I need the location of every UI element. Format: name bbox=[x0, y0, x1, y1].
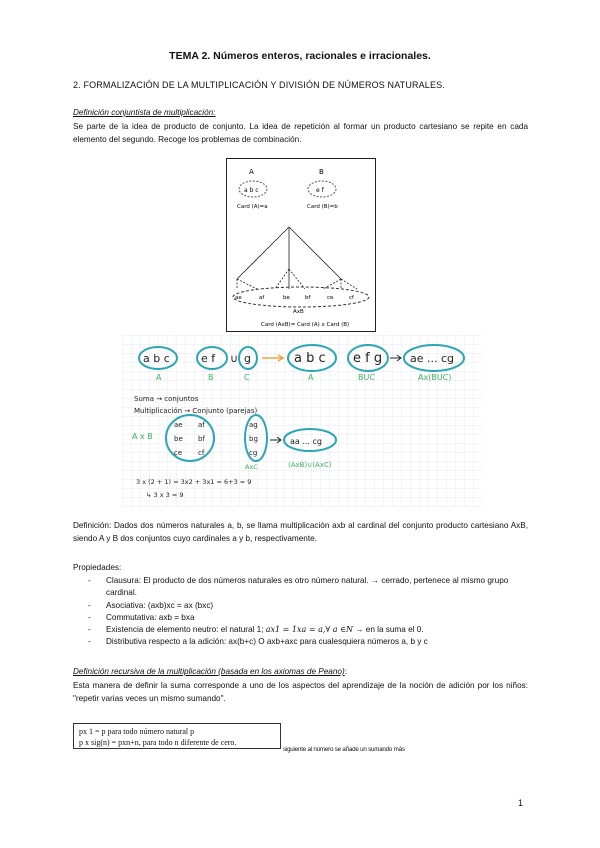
propiedades-list bbox=[88, 575, 528, 649]
note-set-buc: e f g bbox=[353, 351, 383, 366]
cartesian-diagram bbox=[227, 159, 375, 331]
figure-label-a: A bbox=[249, 168, 254, 176]
axc-label: AxC bbox=[245, 463, 258, 471]
set-b-elements: e f bbox=[316, 187, 324, 194]
pair: bg bbox=[249, 435, 258, 443]
figure-caption: Card (AxB)= Card (A) x Card (B) bbox=[261, 322, 350, 328]
label-a: A bbox=[156, 373, 162, 382]
product-elem: be bbox=[283, 295, 290, 301]
def-recursiva-heading: Definición recursiva de la multiplicación (basada en los axiomas de Peano) bbox=[73, 667, 345, 676]
pair: ce bbox=[174, 449, 183, 457]
def-conjuntista-text: Se parte de la idea de producto de conjunto. La idea de repetición al formar un producto cartesiano se repite en cada elemento del segundo. Recoge los problemas de combinación. bbox=[73, 122, 528, 144]
label-axbuc: Ax(BUC) bbox=[418, 373, 452, 382]
note-set-c: g bbox=[244, 352, 251, 365]
prop-text: Distributiva respecto a la adición: ax(b+c) O axb+axc para cualesquiera números a, b y c bbox=[106, 637, 428, 647]
note-set-a: a b c bbox=[143, 352, 170, 365]
prop-text: Asociativa: (axb)xc = ax (bxc) bbox=[106, 600, 214, 610]
product-elem: ce bbox=[327, 295, 334, 301]
pair: be bbox=[174, 435, 183, 443]
def-recursiva-heading-line bbox=[73, 666, 528, 679]
figure-label-b: B bbox=[319, 168, 324, 176]
label-c: C bbox=[244, 373, 250, 382]
pair: bf bbox=[198, 435, 205, 443]
definicion-text: Definición: Dados dos números naturales a, b, se llama multiplicación axb al cardinal del conjunto producto cartesiano AxB, siendo A y B dos conjuntos cuyo cardinales a y b, respectivamente. bbox=[73, 521, 528, 543]
pair: af bbox=[198, 421, 205, 429]
def-recursiva-text: Esta manera de definir la suma corresponde a uno de los aspectos del aprendizaje de la noción de adición por los niños: "repetir varias veces un mismo sumando". bbox=[73, 681, 528, 703]
prop-item: - Existencia de elemento neutro: el natural 1; ax1 = 1xa = a,∀ a ∈N → en la suma el 0. bbox=[88, 625, 424, 635]
pair: ag bbox=[249, 421, 258, 429]
axb-label: A x B bbox=[132, 432, 153, 441]
prop-item: - Clausura: El producto de dos números naturales es otro número natural. → cerrado, pertenece al mismo grupo cardinal. bbox=[88, 576, 509, 598]
product-elem: af bbox=[259, 295, 265, 301]
pair: ae bbox=[174, 421, 183, 429]
peano-line-1: px 1 = p para todo número natural p bbox=[79, 727, 195, 736]
arrows bbox=[237, 227, 357, 289]
peano-note: siguiente al número se añade un sumando más bbox=[283, 746, 405, 753]
label-a2: A bbox=[308, 373, 314, 382]
prop-text: Clausura: El producto de dos números naturales es otro número natural. → cerrado, pertenece al mismo grupo cardinal. bbox=[106, 576, 509, 598]
set-a-elements: a b c bbox=[244, 187, 259, 194]
prop-item: - Distributiva respecto a la adición: ax(b+c) O axb+axc para cualesquiera números a, b y c bbox=[88, 637, 428, 647]
union-formula: (AxB)∪(AxC) bbox=[288, 461, 332, 469]
product-elem: bf bbox=[305, 295, 311, 301]
neutro-suffix: → en la suma el 0. bbox=[355, 625, 424, 635]
label-b: B bbox=[208, 373, 214, 382]
cartesian-product-figure bbox=[226, 158, 376, 332]
propiedades-heading: Propiedades: bbox=[73, 563, 122, 572]
pairs-c bbox=[249, 421, 258, 457]
note-line-2: Multiplicación → Conjunto (parejas) bbox=[134, 407, 258, 415]
neutro-formula: ax1 = 1xa = a,∀ a ∈N bbox=[265, 625, 354, 635]
note-set-a2: a b c bbox=[294, 351, 326, 366]
union-result: aa ... cg bbox=[290, 437, 322, 446]
note-set-axbuc: ae ... cg bbox=[410, 352, 455, 365]
prop-item: - Asociativa: (axb)xc = ax (bxc) bbox=[88, 600, 214, 610]
card-a: Card (A)=a bbox=[237, 204, 268, 210]
product-elem: ae bbox=[235, 295, 242, 301]
product-elements bbox=[235, 295, 355, 301]
peano-box bbox=[73, 723, 281, 749]
note-line-1: Suma → conjuntos bbox=[134, 395, 199, 403]
def-conjuntista-heading: Definición conjuntista de multiplicación: bbox=[73, 108, 216, 117]
pair: cg bbox=[249, 449, 258, 457]
peano-line-2: p x sig(n) = pxn+n, para todo n diferente de cero. bbox=[79, 738, 237, 747]
neutro-prefix: Existencia de elemento neutro: el natural 1; bbox=[106, 625, 264, 635]
card-b: Card (B)=b bbox=[307, 204, 338, 210]
calc-line-1: 3 x (2 + 1) = 3x2 + 3x1 = 6+3 = 9 bbox=[136, 478, 252, 486]
prop-text: Commutativa: axb = bxa bbox=[106, 612, 195, 622]
page-title: TEMA 2. Números enteros, racionales e irracionales. bbox=[169, 50, 431, 62]
calc-line-2: ↳ 3 x 3 = 9 bbox=[146, 491, 184, 499]
note-set-b: e f bbox=[201, 352, 216, 365]
product-elem: cf bbox=[349, 295, 354, 301]
pair: cf bbox=[198, 449, 205, 457]
prop-item: - Commutativa: axb = bxa bbox=[88, 612, 195, 622]
notes-svg bbox=[122, 335, 482, 507]
note-union: ∪ bbox=[230, 352, 239, 365]
page-number: 1 bbox=[518, 798, 524, 808]
product-label: AxB bbox=[293, 309, 304, 315]
label-buc: BUC bbox=[358, 373, 375, 382]
section-heading: 2. FORMALIZACIÓN DE LA MULTIPLICACIÓN Y DIVISIÓN DE NÚMEROS NATURALES. bbox=[73, 80, 445, 90]
handwritten-notes bbox=[122, 335, 482, 507]
def-recursiva-colon: : bbox=[344, 667, 347, 676]
